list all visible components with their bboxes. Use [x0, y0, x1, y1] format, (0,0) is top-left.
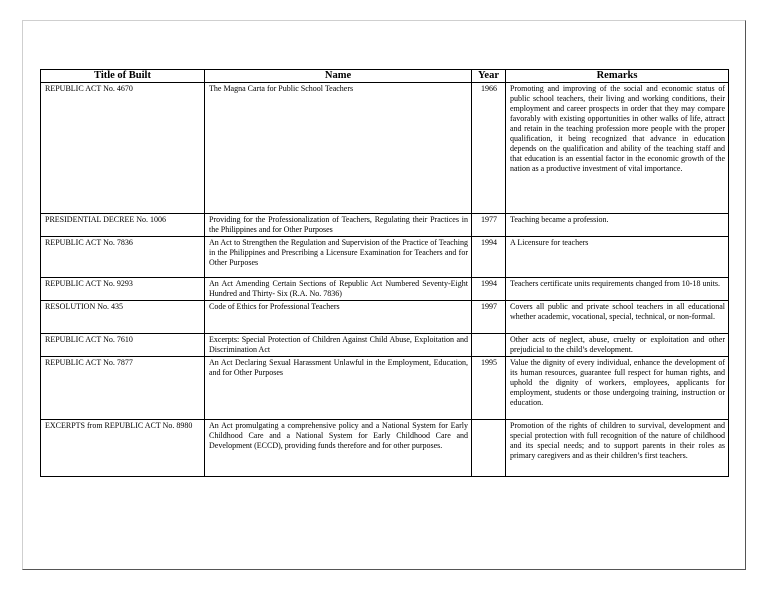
header-remarks: Remarks	[506, 70, 729, 83]
cell-year: 1997	[472, 301, 506, 334]
cell-year: 1994	[472, 278, 506, 301]
cell-name: An Act Declaring Sexual Harassment Unlawful in the Employment, Education, and for Other Purposes	[205, 357, 472, 420]
table-row	[41, 83, 729, 214]
cell-name: An Act promulgating a comprehensive policy and a National System for Early Childhood Care and a National System for Early Childhood Care and Development (ECCD), providing funds therefore and for other purposes.	[205, 420, 472, 477]
table-row	[41, 237, 729, 278]
cell-remarks: Other acts of neglect, abuse, cruelty or exploitation and other prejudicial to the child’s development.	[506, 334, 729, 357]
cell-remarks: Promoting and improving of the social and economic status of public school teachers, their living and working conditions, their employment and career prospects in order that they may compare favorably with existing opportunities in other walks of life, attract and retain in the teaching profession more people with the proper qualification, it being recognized that advance in education depends on the qualification and ability of the teaching staff and that education is an essential factor in the economic growth of the nation as a productive investment of vital importance.	[506, 83, 729, 214]
table-header-row	[41, 70, 729, 83]
cell-remarks: Teachers certificate units requirements changed from 10-18 units.	[506, 278, 729, 301]
cell-year: 1995	[472, 357, 506, 420]
cell-name: An Act Amending Certain Sections of Republic Act Numbered Seventy-Eight Hundred and Thirty- Six (R.A. No. 7836)	[205, 278, 472, 301]
cell-title: EXCERPTS from REPUBLIC ACT No. 8980	[41, 420, 205, 477]
cell-remarks: Teaching became a profession.	[506, 214, 729, 237]
cell-title: REPUBLIC ACT No. 7610	[41, 334, 205, 357]
cell-name: Excerpts: Special Protection of Children Against Child Abuse, Exploitation and Discrimination Act	[205, 334, 472, 357]
table-row	[41, 214, 729, 237]
cell-year	[472, 334, 506, 357]
cell-name: An Act to Strengthen the Regulation and Supervision of the Practice of Teaching in the Philippines and Prescribing a Licensure Examination for Teachers and for Other Purposes	[205, 237, 472, 278]
cell-year	[472, 420, 506, 477]
table-row	[41, 357, 729, 420]
header-title: Title of Built	[41, 70, 205, 83]
cell-name: Code of Ethics for Professional Teachers	[205, 301, 472, 334]
cell-title: REPUBLIC ACT No. 7836	[41, 237, 205, 278]
cell-year: 1977	[472, 214, 506, 237]
cell-title: PRESIDENTIAL DECREE No. 1006	[41, 214, 205, 237]
header-year: Year	[472, 70, 506, 83]
cell-title: REPUBLIC ACT No. 9293	[41, 278, 205, 301]
cell-title: RESOLUTION No. 435	[41, 301, 205, 334]
cell-name: The Magna Carta for Public School Teachers	[205, 83, 472, 214]
table-row	[41, 301, 729, 334]
cell-title: REPUBLIC ACT No. 7877	[41, 357, 205, 420]
cell-name: Providing for the Professionalization of Teachers, Regulating their Practices in the Philippines and for Other Purposes	[205, 214, 472, 237]
cell-remarks: Covers all public and private school teachers in all educational whether academic, vocational, special, technical, or non-formal.	[506, 301, 729, 334]
header-name: Name	[205, 70, 472, 83]
cell-remarks: Promotion of the rights of children to survival, development and special protection with full recognition of the nature of childhood and its special needs; and to support parents in their roles as primary caregivers and as their children’s first teachers.	[506, 420, 729, 477]
cell-year: 1966	[472, 83, 506, 214]
cell-remarks: Value the dignity of every individual, enhance the development of its human resources, guarantee full respect for human rights, and uphold the dignity of workers, employees, applicants for employment, students or those undergoing training, instruction or education.	[506, 357, 729, 420]
table-row	[41, 334, 729, 357]
cell-remarks: A Licensure for teachers	[506, 237, 729, 278]
cell-title: REPUBLIC ACT No. 4670	[41, 83, 205, 214]
cell-year: 1994	[472, 237, 506, 278]
laws-table	[40, 69, 729, 477]
table-row	[41, 278, 729, 301]
table-row	[41, 420, 729, 477]
